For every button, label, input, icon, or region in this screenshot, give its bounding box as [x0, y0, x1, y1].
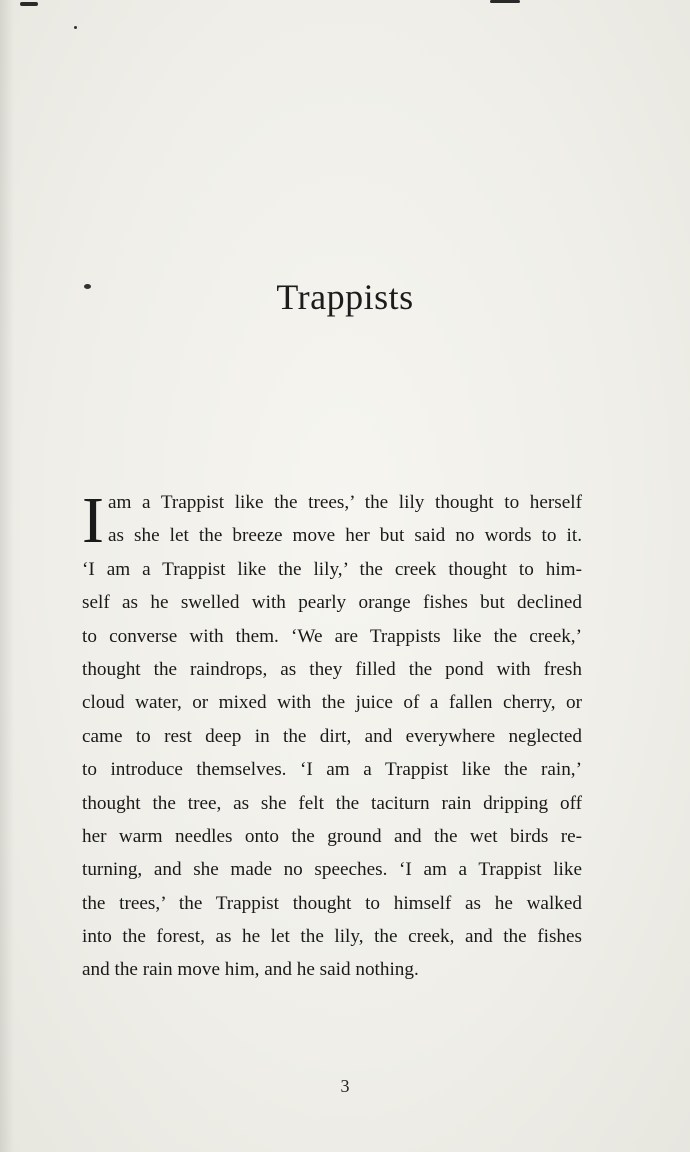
ink-speck [74, 26, 77, 29]
body-paragraph [82, 486, 582, 987]
text-line: to converse with them. ‘We are Trappists like the creek,’ [82, 625, 582, 647]
chapter-title: Trappists [276, 277, 414, 317]
text-line: as she let the breeze move her but said no words to it. [108, 525, 582, 547]
text-line: thought the tree, as she felt the taciturn rain dripping off [82, 792, 582, 814]
ink-mark [490, 0, 520, 3]
text-line: to introduce themselves. ‘I am a Trappist like the rain,’ [82, 759, 582, 781]
text-line: into the forest, as he let the lily, the creek, and the fishes [82, 926, 582, 948]
spine-shadow [0, 0, 14, 1152]
text-line: and the rain move him, and he said nothing. [82, 959, 419, 981]
text-line: her warm needles onto the ground and the wet birds re- [82, 825, 582, 847]
page-number: 3 [340, 1076, 350, 1096]
text-line: came to rest deep in the dirt, and everywhere neglected [82, 725, 582, 747]
text-line: the trees,’ the Trappist thought to himself as he walked [82, 892, 582, 914]
text-line: self as he swelled with pearly orange fishes but declined [82, 592, 582, 614]
text-line: am a Trappist like the trees,’ the lily thought to herself [108, 492, 582, 513]
drop-cap: I [82, 484, 104, 557]
text-line: cloud water, or mixed with the juice of a fallen cherry, or [82, 692, 582, 714]
ink-mark [20, 2, 38, 6]
text-line: turning, and she made no speeches. ‘I am a Trappist like [82, 859, 582, 881]
text-line: thought the raindrops, as they filled the pond with fresh [82, 658, 582, 680]
text-line: ‘I am a Trappist like the lily,’ the creek thought to him- [82, 558, 582, 580]
